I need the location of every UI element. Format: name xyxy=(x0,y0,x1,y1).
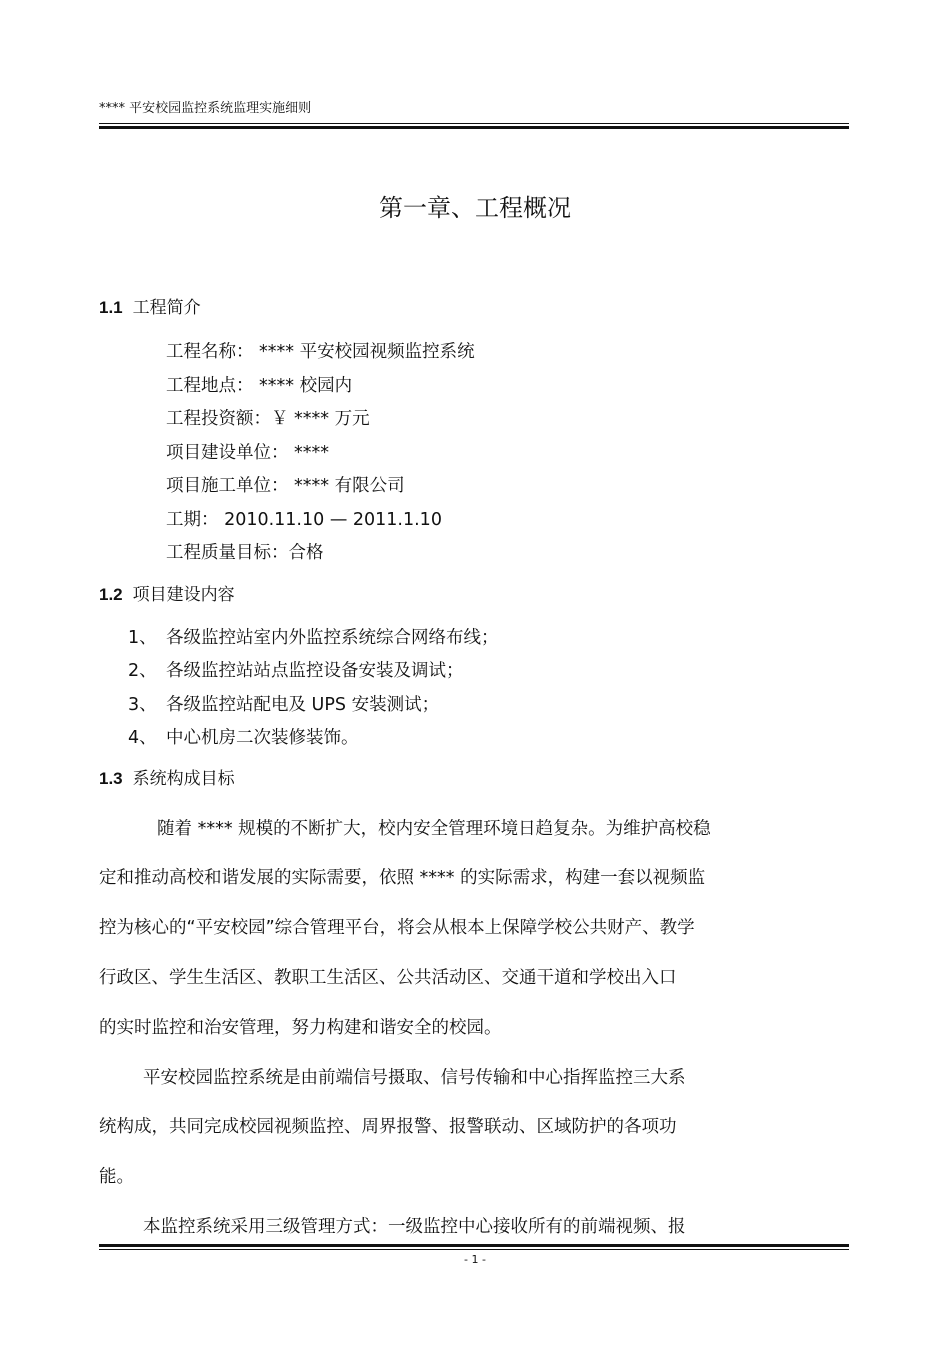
section-heading-1-1 xyxy=(99,293,201,318)
list-item-number: 3、 xyxy=(128,695,157,715)
footer-rule-thick xyxy=(99,1244,849,1247)
paragraph-line: 控为核心的“平安校园”综合管理平台，将会从根本上保障学校公共财产、教学 xyxy=(99,918,695,938)
section-title: 项目建设内容 xyxy=(132,585,235,605)
chapter-title: 第一章、工程概况 xyxy=(379,194,571,222)
paragraph-line: 随着 **** 规模的不断扩大，校内安全管理环境日趋复杂。为维护高校稳 xyxy=(157,819,711,839)
info-line: 工程地点： **** 校园内 xyxy=(166,376,353,396)
list-item: 各级监控站站点监控设备安装及调试； xyxy=(166,661,464,681)
section-number: 1.3 xyxy=(99,769,123,788)
info-line: 工程名称： **** 平安校园视频监控系统 xyxy=(166,342,475,362)
section-title: 工程简介 xyxy=(132,298,201,318)
paragraph-line: 本监控系统采用三级管理方式：一级监控中心接收所有的前端视频、报 xyxy=(143,1217,686,1237)
section-number: 1.2 xyxy=(99,585,123,604)
paragraph-line: 平安校园监控系统是由前端信号摄取、信号传输和中心指挥监控三大系 xyxy=(143,1068,686,1088)
footer-rule-thin xyxy=(99,1249,849,1250)
running-header: **** 平安校园监控系统监理实施细则 xyxy=(99,101,312,116)
list-item: 中心机房二次装修装饰。 xyxy=(166,728,359,748)
list-item: 各级监控站配电及 UPS 安装测试； xyxy=(166,695,440,715)
info-line: 工期： 2010.11.10 — 2011.1.10 xyxy=(166,510,442,530)
paragraph-line: 能。 xyxy=(99,1167,134,1187)
section-heading-1-2 xyxy=(99,580,235,605)
info-line: 项目建设单位： **** xyxy=(166,443,330,463)
list-item-number: 2、 xyxy=(128,661,157,681)
list-item-number: 4、 xyxy=(128,728,157,748)
page-number: - 1 - xyxy=(464,1253,486,1266)
paragraph-line: 的实时监控和治安管理，努力构建和谐安全的校园。 xyxy=(99,1018,502,1038)
list-item-number: 1、 xyxy=(128,628,157,648)
header-rule-thick xyxy=(99,126,849,129)
info-line: 工程投资额：￥ **** 万元 xyxy=(166,409,370,429)
list-item: 各级监控站室内外监控系统综合网络布线； xyxy=(166,628,499,648)
paragraph-line: 定和推动高校和谐发展的实际需要，依照 **** 的实际需求，构建一套以视频监 xyxy=(99,868,706,888)
paragraph-line: 统构成，共同完成校园视频监控、周界报警、报警联动、区域防护的各项功 xyxy=(99,1117,677,1137)
section-title: 系统构成目标 xyxy=(132,769,235,789)
paragraph-line: 行政区、学生生活区、教职工生活区、公共活动区、交通干道和学校出入口 xyxy=(99,968,677,988)
info-line: 工程质量目标：合格 xyxy=(166,543,324,563)
header-rule-thin xyxy=(99,123,849,124)
section-heading-1-3 xyxy=(99,764,235,789)
section-number: 1.1 xyxy=(99,298,123,317)
info-line: 项目施工单位： **** 有限公司 xyxy=(166,476,405,496)
